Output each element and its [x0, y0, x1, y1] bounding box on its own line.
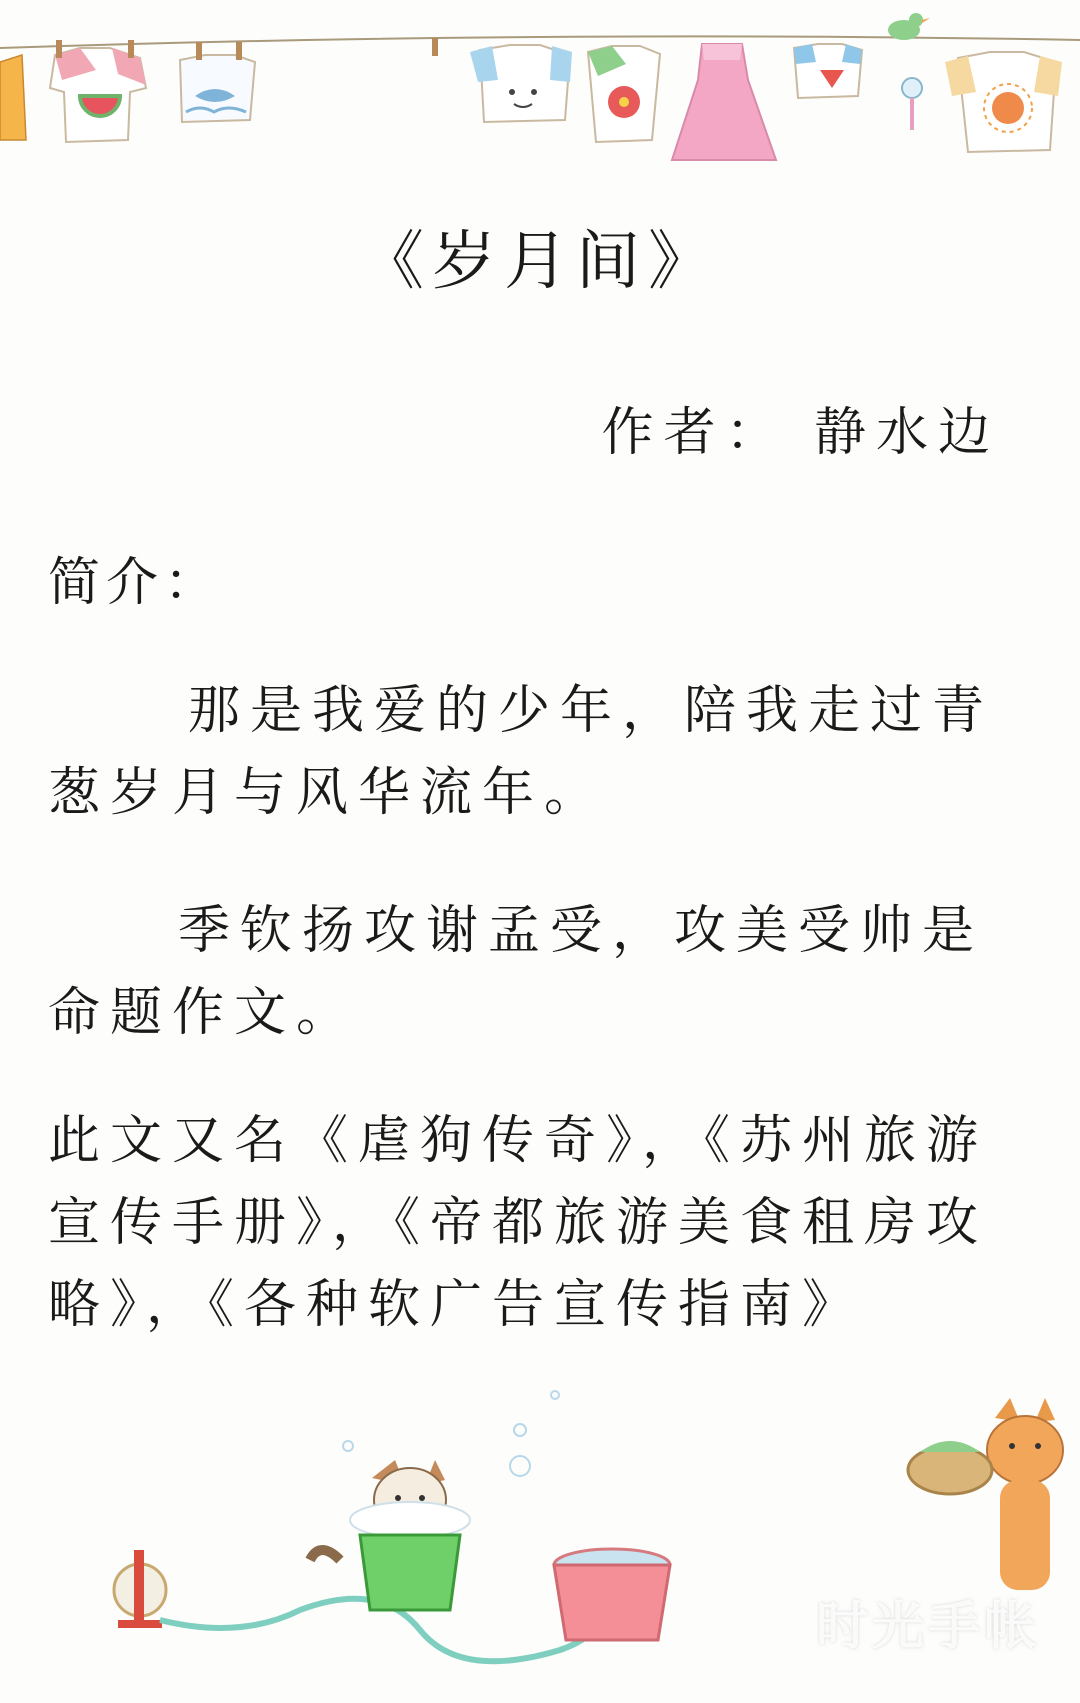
intro-paragraph-2: 季钦扬攻谢孟受，攻美受帅是命题作文。: [48, 901, 985, 1043]
cat-in-tub-icon: [310, 1460, 470, 1610]
hose-reel-icon: [114, 1550, 166, 1628]
sun-shirt-icon: [945, 52, 1062, 152]
intro-label: 简介：: [48, 553, 223, 613]
pink-tub-icon: [554, 1549, 670, 1640]
flower-shirt-icon: [588, 46, 660, 142]
watermelon-shirt-icon: [50, 48, 146, 142]
face-shirt-icon: [470, 45, 572, 122]
intro-paragraph-1: 那是我爱的少年，陪我走过青葱岁月与风华流年。: [48, 681, 995, 823]
author-line: 作者： 静水边: [601, 403, 1000, 463]
small-shirt-icon: [794, 44, 862, 98]
fish-shirt-icon: [180, 55, 255, 122]
pink-dress-icon: [672, 44, 776, 160]
book-title: 《岁月间》: [360, 225, 720, 299]
bird-icon: [888, 13, 930, 40]
cat-with-basket-icon: [908, 1398, 1063, 1590]
clothesline-illustration: [0, 0, 1080, 190]
watermark: 时光手帐: [815, 1597, 1040, 1657]
intro-paragraph-3: 此文又名《虐狗传奇》，《苏州旅游宣传手册》，《帝都旅游美食租房攻略》，《各种软广告宣传指南》: [48, 1111, 989, 1335]
